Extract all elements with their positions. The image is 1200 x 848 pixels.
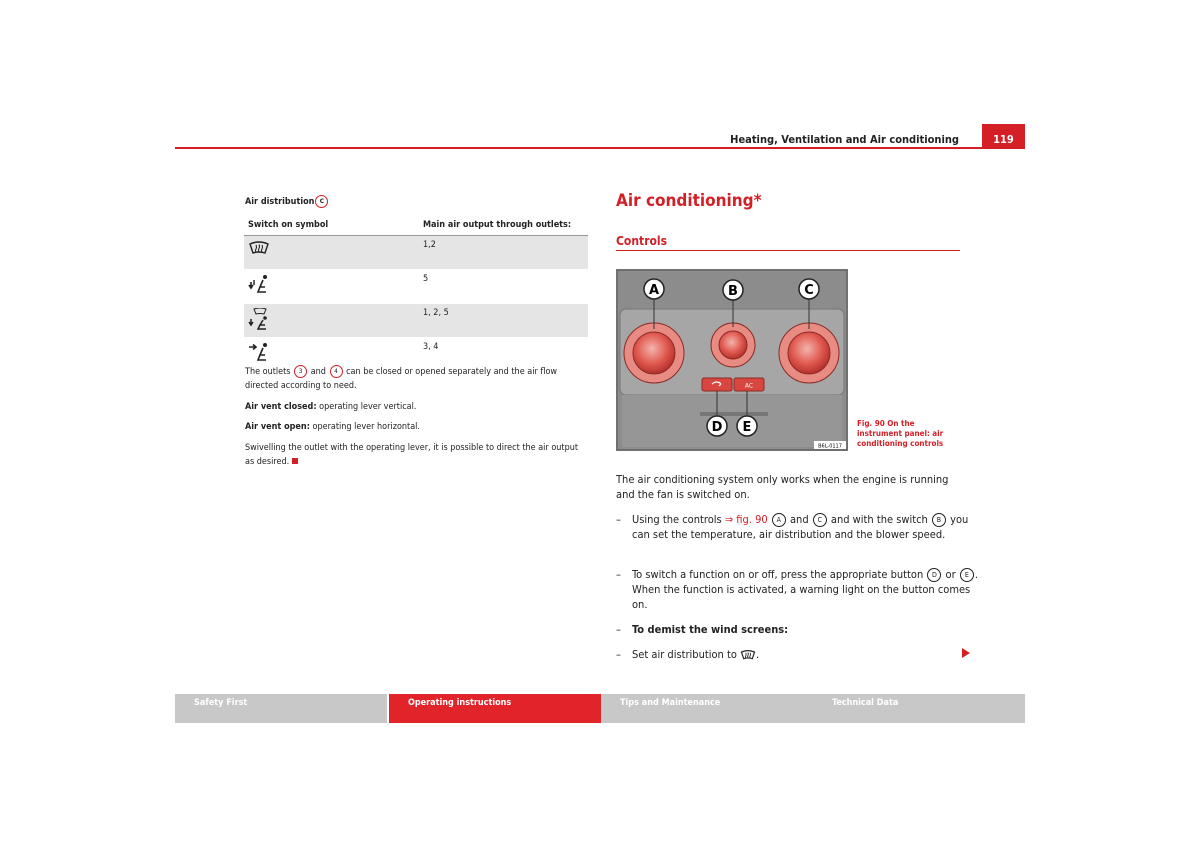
air-distribution-title — [245, 195, 329, 208]
tab-tips-and-maintenance[interactable]: Tips and Maintenance — [601, 694, 813, 723]
air-distribution-table — [244, 215, 588, 372]
swivel-paragraph: Swivelling the outlet with the operating lever, it is possible to direct the air output as desired. — [245, 443, 579, 467]
header-rule — [175, 147, 1025, 149]
ref-marker-b: B — [932, 513, 946, 527]
table-cell-outlets: 3, 4 — [419, 338, 588, 372]
svg-text:C: C — [804, 283, 814, 298]
windscreen-defrost-icon — [248, 240, 270, 256]
ac-button-label: AC — [744, 382, 754, 390]
continue-arrow-icon — [962, 648, 970, 658]
ref-marker-c: C — [813, 513, 827, 527]
figure-caption: Fig. 90 On the instrument panel: air conditioning controls — [857, 419, 944, 448]
vent-closed-paragraph: Air vent closed: operating lever vertical. — [245, 402, 417, 412]
table-row — [244, 270, 588, 304]
air-distribution-label: Air distribution — [245, 197, 315, 207]
table-cell-outlets: 1,2 — [419, 236, 588, 270]
tab-safety-first[interactable]: Safety First — [175, 694, 387, 723]
table-cell-outlets: 1, 2, 5 — [419, 304, 588, 338]
page-number: 119 — [982, 124, 1025, 148]
windscreen-footwell-airflow-icon — [248, 308, 270, 330]
callout-d — [707, 416, 727, 436]
ref-marker-3: 3 — [294, 365, 307, 378]
callout-b — [723, 280, 743, 300]
outlets-paragraph: The outlets 3 and 4 can be closed or opened separately and the air flow directed according to need. — [245, 367, 558, 391]
svg-text:B: B — [728, 284, 738, 299]
figure-code: B6L-0117 — [818, 443, 842, 450]
intro-paragraph: The air conditioning system only works when the engine is running and the fan is switched on. — [616, 473, 949, 501]
face-airflow-icon — [248, 342, 270, 362]
subheading-rule — [616, 250, 960, 251]
svg-text:D: D — [711, 420, 723, 435]
svg-text:E: E — [742, 420, 752, 435]
tab-operating-instructions[interactable]: Operating instructions — [389, 694, 601, 723]
table-cell-outlets: 5 — [419, 270, 588, 304]
ref-marker-a: A — [772, 513, 786, 527]
list-item: – To demist the wind screens: — [616, 623, 789, 636]
table-header-symbol: Switch on symbol — [244, 215, 419, 236]
table-row — [244, 304, 588, 338]
callout-a — [644, 279, 664, 299]
ref-marker-c: C — [315, 195, 328, 208]
footwell-airflow-icon — [248, 274, 270, 294]
ref-marker-d: D — [927, 568, 941, 582]
table-row — [244, 236, 588, 270]
tab-technical-data[interactable]: Technical Data — [813, 694, 1025, 723]
ref-marker-e: E — [960, 568, 974, 582]
table-header-outlets: Main air output through outlets: — [419, 215, 588, 236]
list-item: – Set air distribution to . — [616, 648, 760, 661]
ac-controls-figure — [616, 269, 848, 451]
ref-marker-4: 4 — [330, 365, 343, 378]
list-item: – To switch a function on or off, press the appropriate button D or E . When the function is activated, a warning light on the button comes on. — [616, 568, 978, 611]
running-header-title: Heating, Ventilation and Air conditioning — [730, 133, 959, 146]
callout-e — [737, 416, 757, 436]
windscreen-defrost-icon — [740, 649, 756, 661]
vent-open-paragraph: Air vent open: operating lever horizontal. — [245, 422, 421, 432]
section-heading: Air conditioning* — [616, 191, 762, 211]
subsection-heading: Controls — [616, 234, 668, 248]
list-item: – Using the controls ⇒ fig. 90 A and C and with the switch B you can set the temperature, air distribution and the blower speed. — [616, 513, 969, 541]
end-of-section-marker — [292, 458, 298, 464]
figure-link[interactable]: ⇒ fig. 90 — [724, 513, 768, 526]
svg-text:A: A — [648, 283, 660, 298]
callout-c — [799, 279, 819, 299]
